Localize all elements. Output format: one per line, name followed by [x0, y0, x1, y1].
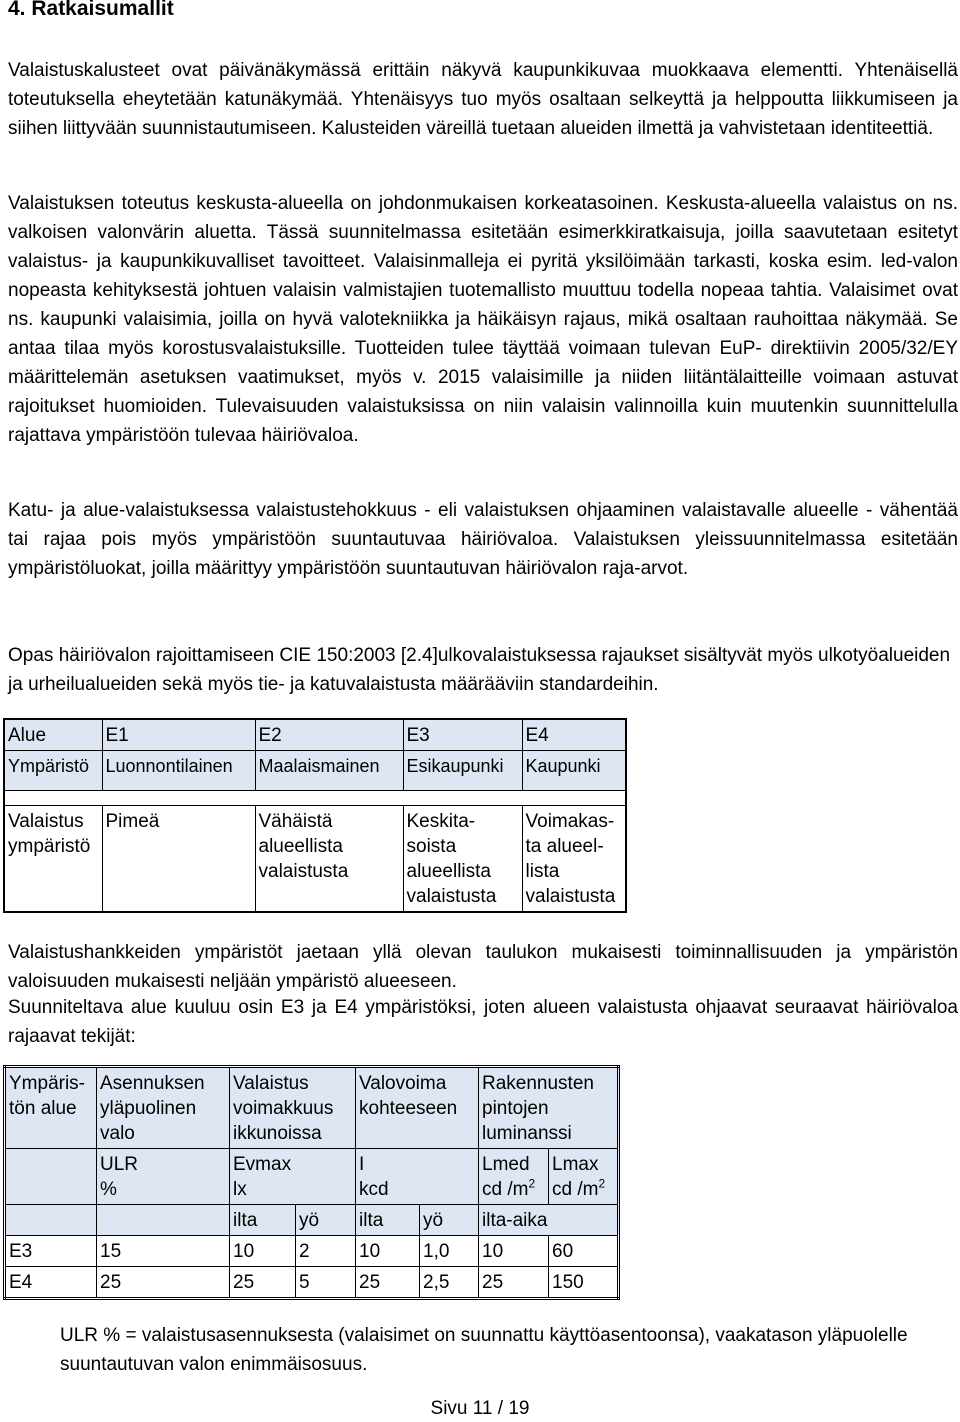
table-cell: Pimeä [102, 806, 255, 913]
table-cell: 60 [549, 1236, 619, 1267]
table-cell: Valaistus voimakkuus ikkunoissa [230, 1067, 356, 1149]
table-cell: Ympäris-tön alue [5, 1067, 97, 1149]
spacer-cell [403, 791, 522, 806]
page-number: Sivu 11 / 19 [430, 1398, 530, 1419]
table-cell: 25 [479, 1267, 549, 1299]
lmed-label: Lmed [482, 1154, 530, 1175]
table-cell: Asennuksen yläpuolinen valo [97, 1067, 230, 1149]
paragraph-cie-guide: Opas häiriövalon rajoittamiseen CIE 150:2003 [2.4]ulkovalaistuksessa rajaukset sisältyvät myös ulkotyöalueiden ja urheilualueiden sekä myös tie- ja katuvalaistusta määrääviin standardeihin. [8, 645, 951, 695]
table-cell: 10 [230, 1236, 296, 1267]
spacer-cell [102, 791, 255, 806]
table-cell: 2 [296, 1236, 356, 1267]
table-cell [479, 1149, 549, 1205]
paragraph-efficiency: Katu- ja alue-valaistuksessa valaistustehokkuus - eli valaistuksen ohjaaminen valaistavalle alueelle - vähentää tai rajaa pois myös ympäristöön suuntautuvaa häiriövaloa. Valaistuksen yleissuunnitelmassa esitetään ympäristöluokat, joilla määrittyy ympäristöön suuntautuvan häiriövalon raja-arvot. [8, 500, 958, 579]
lmax-unit-exponent: 2 [598, 1176, 606, 1191]
table-cell [97, 1149, 230, 1205]
table-cell: ilta-aika [479, 1205, 619, 1236]
table-cell: E3 [5, 1236, 97, 1267]
table-row [5, 1067, 619, 1149]
paragraph-luminaires: Valaistuskalusteet ovat päivänäkymässä erittäin näkyvä kaupunkikuvaa muokkaava elementti. Yhtenäisellä toteutuksella eheytetään katunäkymää. Yhtenäisyys tuo myös osaltaan selkeyttä ja helppoutta liikkumiseen ja siihen liittyvään suunnistautumiseen. Kalusteiden väreillä tuetaan alueiden ilmettä ja vahvistetaan identiteettiä. [8, 60, 958, 139]
table-row [5, 1149, 619, 1205]
table-cell: E1 [102, 719, 255, 751]
lmed-unit: cd /m [482, 1179, 529, 1200]
table-cell: Ympäristö [4, 751, 102, 791]
lmed-unit-exponent: 2 [528, 1176, 536, 1191]
spacer-cell [522, 791, 626, 806]
table-cell: ilta [356, 1205, 420, 1236]
table-cell: Rakennusten pintojen luminanssi [479, 1067, 619, 1149]
table-cell [230, 1149, 356, 1205]
spacer-cell [255, 791, 403, 806]
table-cell: 150 [549, 1267, 619, 1299]
table-cell: 25 [230, 1267, 296, 1299]
paragraph-ulr-definition: ULR % = valaistusasennuksesta (valaisimet on suunnattu käyttöasentoonsa), vaakatason yläpuolelle suuntautuvan valon enimmäisosuus. [60, 1325, 908, 1375]
ulr-label: ULR [100, 1154, 139, 1175]
table-cell: Keskita-soista alueellista valaistusta [403, 806, 522, 913]
table-cell: E2 [255, 719, 403, 751]
table-cell: Esikaupunki [403, 751, 522, 791]
table-cell: yö [420, 1205, 479, 1236]
evmax-label: Evmax [233, 1154, 292, 1175]
table-cell: yö [296, 1205, 356, 1236]
table-row [4, 751, 626, 791]
table-cell [5, 1149, 97, 1205]
table-row [5, 1236, 619, 1267]
table-cell: ilta [230, 1205, 296, 1236]
lmax-unit: cd /m [552, 1179, 599, 1200]
table-cell [356, 1149, 479, 1205]
table-cell: Kaupunki [522, 751, 626, 791]
table-row [4, 806, 626, 913]
paragraph-implementation: Valaistuksen toteutus keskusta-alueella on johdonmukaisen korkeatasoinen. Keskusta-alueella valaistus on ns. valkoisen valonvärin aluetta. Tässä suunnitelmassa esitetään esimerkkiratkaisuja, joilla saavutetaan esitetyt valaistus- ja kaupunkikuvalliset tavoitteet. Valaisinmalleja ei pyritä yksilöimään tarkasti, koska esim. led-valon nopeasta kehityksestä johtuen valaisin valmistajien tuotemallisto muuttuu todella nopeaa tahtia. Valaisimet ovat ns. kaupunki valaisimia, joilla on hyvä valotekniikka ja häikäisyn rajaus, mikä osaltaan rauhoittaa näkymää. Se antaa tilaa myös korostusvalaistuksille. Tuotteiden tulee täyttää voimaan tulevan EuP- direktiivin 2005/32/EY määrittelemän asetuksen vaatimukset, myös v. 2015 valaisimille ja niiden liitäntälaitteille voimaan astuvat rajoitukset huomioiden. Tulevaisuuden valaistuksissa on niin valaisin valinnoilla kuin muutenkin suunnittelulla rajattava ympäristöön tulevaa häiriövaloa. [8, 193, 958, 446]
light-pollution-limits-table [3, 1065, 620, 1300]
table-row [4, 719, 626, 751]
table-cell [549, 1149, 619, 1205]
table-cell: Valovoima kohteeseen [356, 1067, 479, 1149]
table-cell: 25 [97, 1267, 230, 1299]
spacer-cell [4, 791, 102, 806]
table-row [5, 1267, 619, 1299]
table-row [5, 1205, 619, 1236]
paragraph-zone-division: Valaistushankkeiden ympäristöt jaetaan yllä olevan taulukon mukaisesti toiminnallisuuden ja ympäristön valoisuuden mukaisesti neljään ympäristö alueeseen. [8, 942, 958, 992]
intensity-label: I [359, 1154, 365, 1175]
table-cell [97, 1205, 230, 1236]
table-cell: 2,5 [420, 1267, 479, 1299]
ulr-unit: % [100, 1179, 117, 1200]
lmax-label: Lmax [552, 1154, 599, 1175]
evmax-unit: lx [233, 1179, 247, 1200]
table-cell: Luonnontilainen [102, 751, 255, 791]
table-cell: E4 [522, 719, 626, 751]
table-cell [5, 1205, 97, 1236]
table-cell: Voimakas-ta alueel-lista valaistusta [522, 806, 626, 913]
paragraph-limit-factors: Suunniteltava alue kuuluu osin E3 ja E4 ympäristöksi, joten alueen valaistusta ohjaavat seuraavat häiriövaloa rajaavat tekijät: [8, 997, 958, 1047]
intensity-unit: kcd [359, 1179, 389, 1200]
table-cell: 15 [97, 1236, 230, 1267]
table-cell: E4 [5, 1267, 97, 1299]
table-cell: E3 [403, 719, 522, 751]
table-cell: Valaistus ympäristö [4, 806, 102, 913]
table-cell: 25 [356, 1267, 420, 1299]
table-cell: Maalaismainen [255, 751, 403, 791]
section-heading: 4. Ratkaisumallit [8, 0, 174, 20]
table-cell: Vähäistä alueellista valaistusta [255, 806, 403, 913]
table-cell: 10 [479, 1236, 549, 1267]
table-cell: Alue [4, 719, 102, 751]
table-cell: 1,0 [420, 1236, 479, 1267]
environment-zones-table [3, 718, 627, 913]
table-cell: 10 [356, 1236, 420, 1267]
table-cell: 5 [296, 1267, 356, 1299]
table-row [4, 791, 626, 806]
